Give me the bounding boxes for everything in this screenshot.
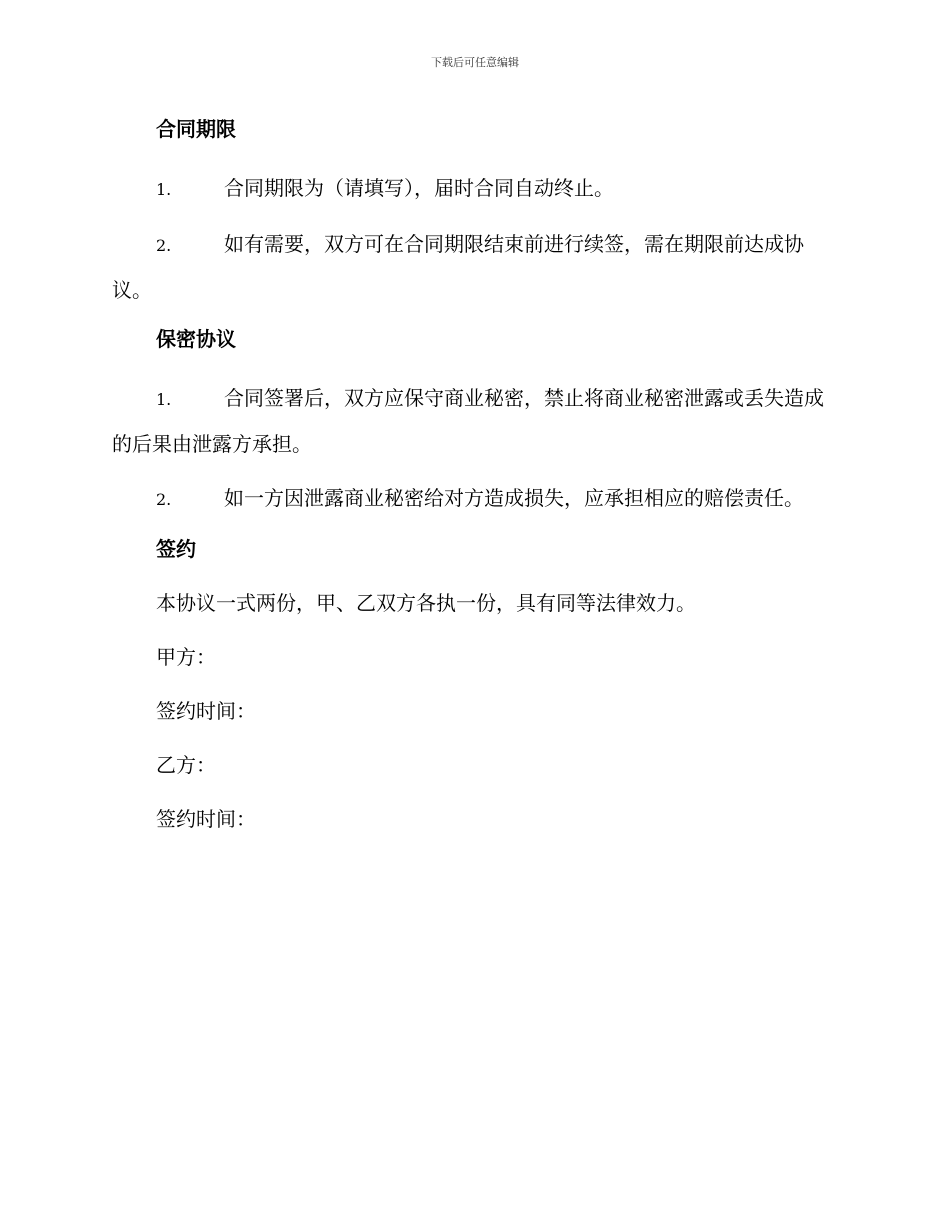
section-title-signing: 签约 (156, 537, 196, 561)
list-item-text: 如有需要，双方可在合同期限结束前进行续签，需在期限前达成协议。 (112, 232, 804, 302)
party-a-sign-time-label: 签约时间： (156, 699, 256, 723)
term-item-2 (112, 222, 837, 312)
section-title-term: 合同期限 (156, 117, 236, 141)
list-number: 1. (156, 390, 172, 409)
document-body (112, 112, 837, 856)
term-item-1 (112, 166, 837, 212)
page-header: 下载后可任意编辑 (431, 56, 519, 69)
party-b-label: 乙方： (156, 753, 216, 777)
list-number: 2. (156, 490, 172, 509)
confidentiality-item-2 (112, 476, 837, 522)
signing-statement: 本协议一式两份，甲、乙双方各执一份，具有同等法律效力。 (156, 591, 696, 615)
section-title-confidentiality: 保密协议 (156, 327, 236, 351)
party-a-label: 甲方： (156, 645, 216, 669)
list-item-text: 如一方因泄露商业秘密给对方造成损失，应承担相应的赔偿责任。 (224, 486, 804, 510)
confidentiality-item-1 (112, 376, 837, 466)
party-b-sign-time-label: 签约时间： (156, 807, 256, 831)
list-number: 1. (156, 180, 172, 199)
list-number: 2. (156, 236, 172, 255)
list-item-text: 合同签署后，双方应保守商业秘密，禁止将商业秘密泄露或丢失造成的后果由泄露方承担。 (112, 386, 824, 456)
list-item-text: 合同期限为（请填写），届时合同自动终止。 (224, 176, 614, 200)
